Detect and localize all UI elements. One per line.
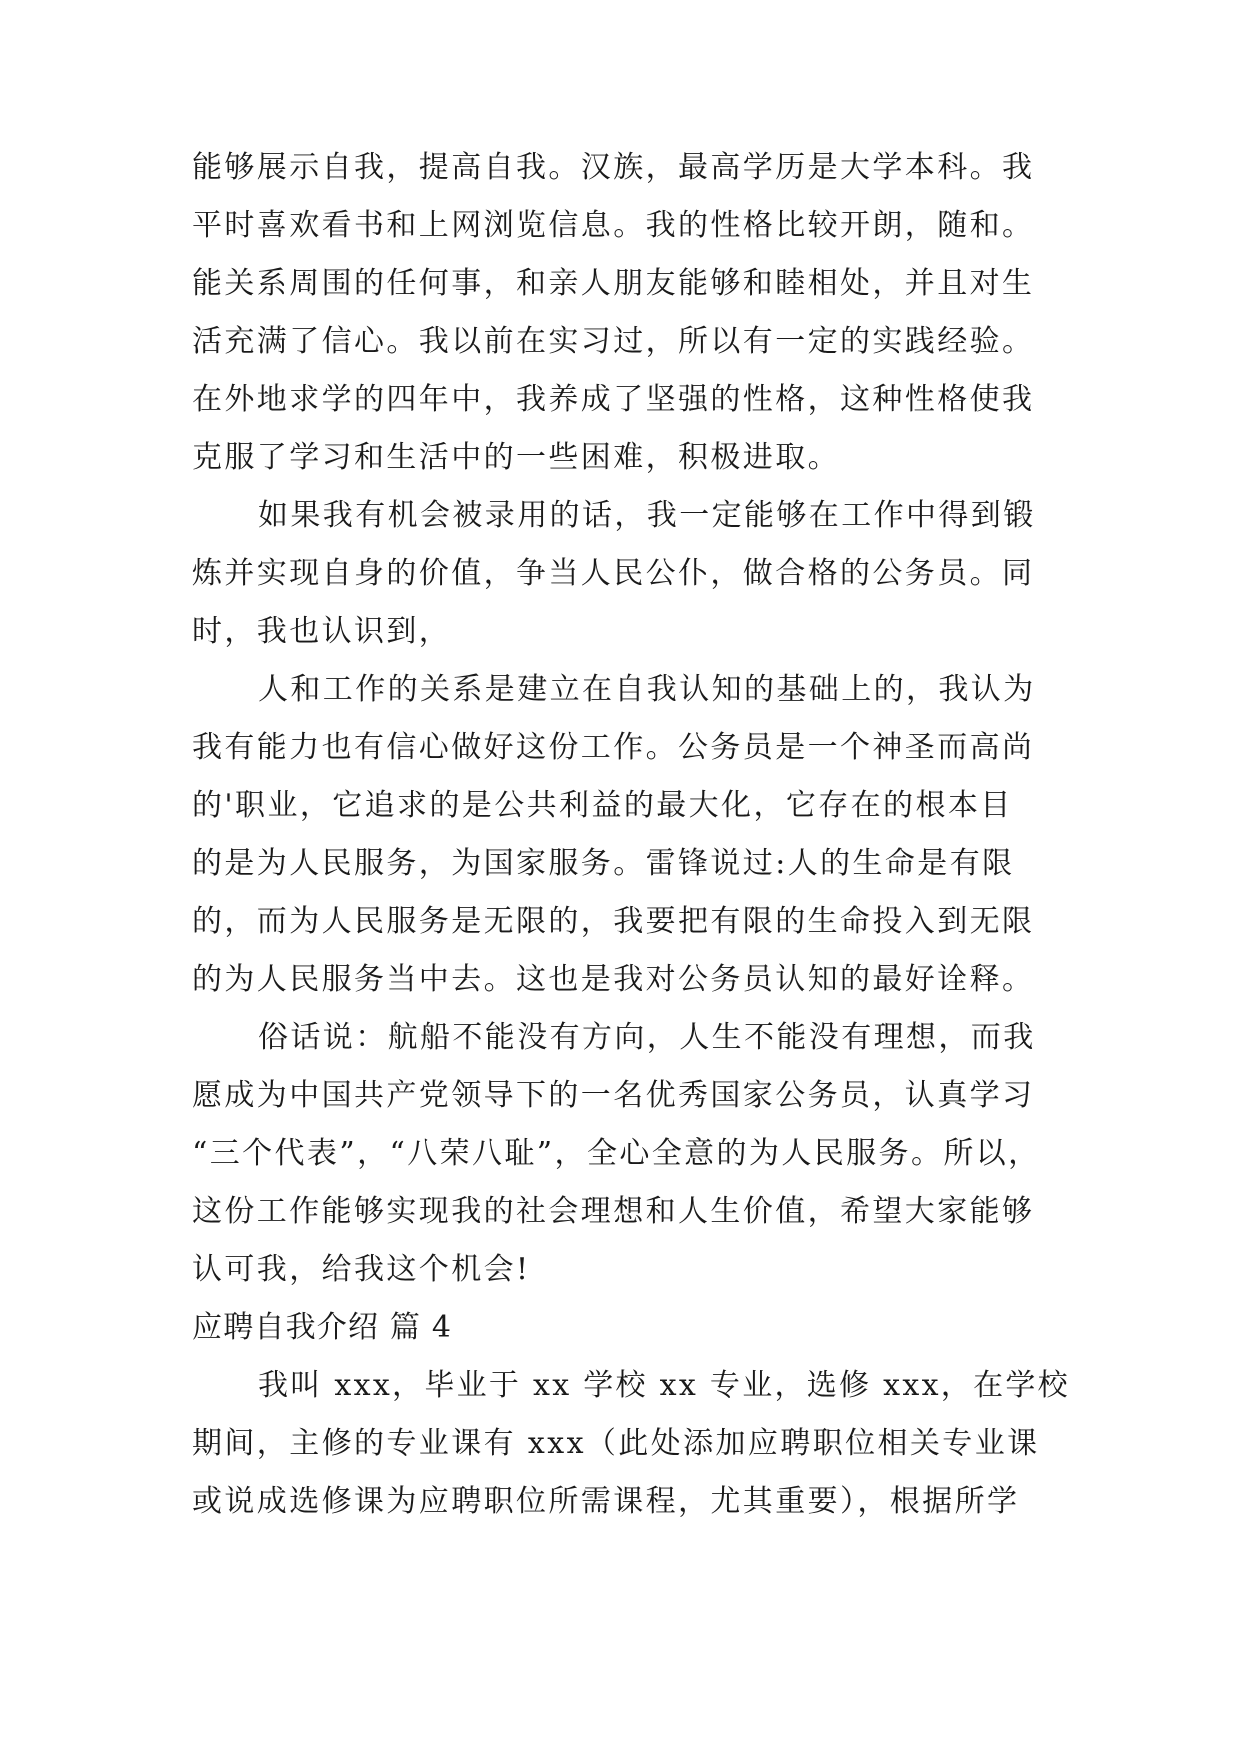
text-line: “三个代表”，“八荣八耻”，全心全意的为人民服务。所以， <box>192 1136 1041 1171</box>
text-line: 活充满了信心。我以前在实习过，所以有一定的实践经验。 <box>192 324 1035 359</box>
text-line: 这份工作能够实现我的社会理想和人生价值，希望大家能够 <box>192 1194 1035 1229</box>
paragraph-start-line: 俗话说：航船不能没有方向，人生不能没有理想，而我 <box>258 1020 1036 1055</box>
text-line: 在外地求学的四年中，我养成了坚强的性格，这种性格使我 <box>192 382 1035 417</box>
paragraph-start-line: 人和工作的关系是建立在自我认知的基础上的，我认为 <box>258 672 1036 707</box>
text-line: 的'职业，它追求的是公共利益的最大化，它存在的根本目 <box>192 788 1013 823</box>
text-line: 炼并实现自身的价值，争当人民公仆，做合格的公务员。同 <box>192 556 1035 591</box>
text-line: 平时喜欢看书和上网浏览信息。我的性格比较开朗，随和。 <box>192 208 1035 243</box>
text-line: 克服了学习和生活中的一些困难，积极进取。 <box>192 440 840 475</box>
text-line: 我有能力也有信心做好这份工作。公务员是一个神圣而高尚 <box>192 730 1035 765</box>
text-line: 或说成选修课为应聘职位所需课程，尤其重要），根据所学 <box>192 1484 1020 1519</box>
text-line: 的，而为人民服务是无限的，我要把有限的生命投入到无限 <box>192 904 1035 939</box>
text-line: 的为人民服务当中去。这也是我对公务员认知的最好诠释。 <box>192 962 1035 997</box>
section-heading: 应聘自我介绍 篇 4 <box>192 1310 453 1345</box>
text-line: 能关系周围的任何事，和亲人朋友能够和睦相处，并且对生 <box>192 266 1035 301</box>
text-line: 愿成为中国共产党领导下的一名优秀国家公务员，认真学习 <box>192 1078 1035 1113</box>
text-line: 期间，主修的专业课有 xxx（此处添加应聘职位相关专业课 <box>192 1426 1040 1461</box>
text-line: 时，我也认识到， <box>192 614 452 649</box>
text-line: 能够展示自我，提高自我。汉族，最高学历是大学本科。我 <box>192 150 1035 185</box>
text-line: 的是为人民服务，为国家服务。雷锋说过:人的生命是有限 <box>192 846 1015 881</box>
paragraph-start-line: 我叫 xxx，毕业于 xx 学校 xx 专业，选修 xxx，在学校 <box>258 1368 1070 1403</box>
paragraph-start-line: 如果我有机会被录用的话，我一定能够在工作中得到锻 <box>258 498 1036 533</box>
text-line: 认可我，给我这个机会! <box>192 1252 531 1287</box>
